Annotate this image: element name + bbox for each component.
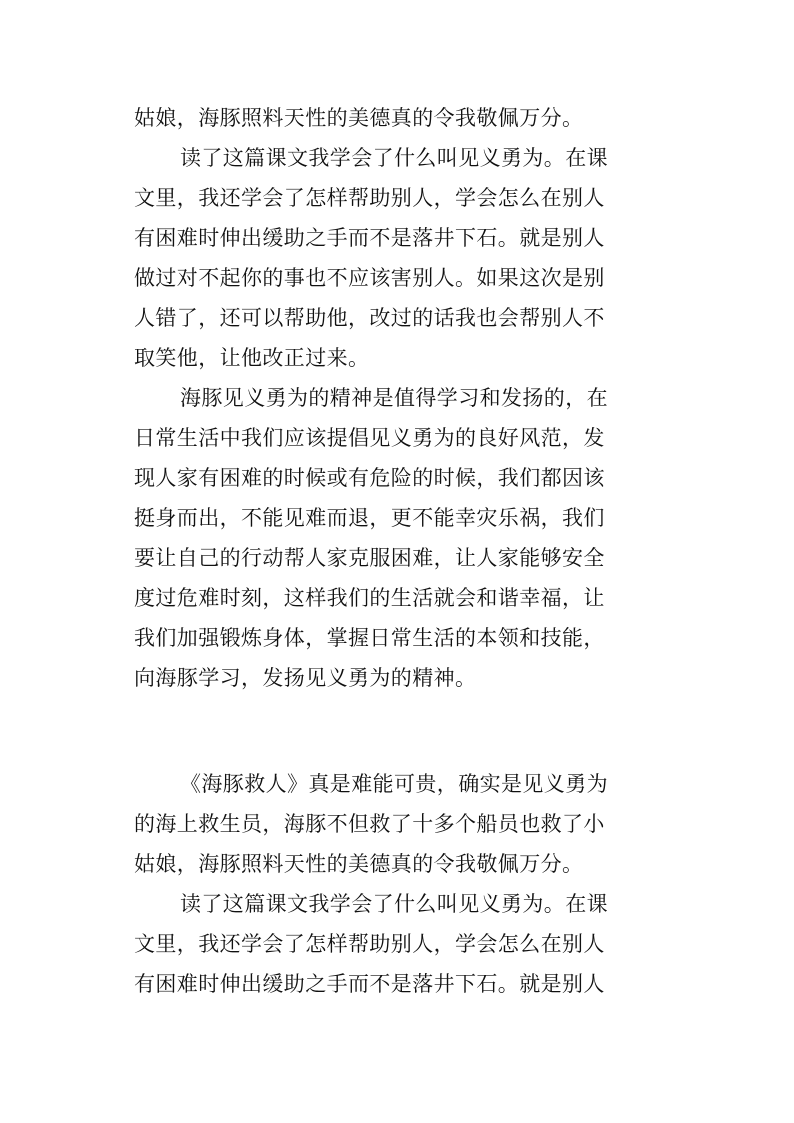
text-line: 现人家有困难的时候或有危险的时候，我们都因该 xyxy=(134,466,605,490)
text-line: 向海豚学习，发扬见义勇为的精神。 xyxy=(134,666,477,690)
essay-text-block-1 xyxy=(134,98,674,698)
text-line: 挺身而出，不能见难而退，更不能幸灾乐祸，我们 xyxy=(134,506,605,530)
text-line: 我们加强锻炼身体，掌握日常生活的本领和技能， xyxy=(134,626,605,650)
paragraph-first-line: 读了这篇课文我学会了什么叫见义勇为。在课 xyxy=(180,146,608,170)
text-line: 有困难时伸出缓助之手而不是落井下石。就是别人 xyxy=(134,972,605,996)
text-line: 要让自己的行动帮人家克服困难，让人家能够安全 xyxy=(134,546,605,570)
paragraph-first-line: 《海豚救人》真是难能可贵，确实是见义勇为 xyxy=(180,772,608,796)
text-line: 取笑他，让他改正过来。 xyxy=(134,346,370,370)
text-line: 有困难时伸出缓助之手而不是落井下石。就是别人 xyxy=(134,226,605,250)
paragraph-first-line: 海豚见义勇为的精神是值得学习和发扬的，在 xyxy=(180,386,608,410)
text-line: 文里，我还学会了怎样帮助别人，学会怎么在别人 xyxy=(134,186,605,210)
essay-text-block-2 xyxy=(134,764,674,1004)
text-line: 文里，我还学会了怎样帮助别人，学会怎么在别人 xyxy=(134,932,605,956)
text-line: 人错了，还可以帮助他，改过的话我也会帮别人不 xyxy=(134,306,605,330)
text-line: 日常生活中我们应该提倡见义勇为的良好风范，发 xyxy=(134,426,605,450)
paragraph-first-line: 读了这篇课文我学会了什么叫见义勇为。在课 xyxy=(180,892,608,916)
text-line: 的海上救生员，海豚不但救了十多个船员也救了小 xyxy=(134,812,605,836)
text-line: 做过对不起你的事也不应该害别人。如果这次是别 xyxy=(134,266,605,290)
text-line: 姑娘，海豚照料天性的美德真的令我敬佩万分。 xyxy=(134,106,584,130)
text-line: 姑娘，海豚照料天性的美德真的令我敬佩万分。 xyxy=(134,852,584,876)
text-line: 度过危难时刻，这样我们的生活就会和谐幸福，让 xyxy=(134,586,605,610)
